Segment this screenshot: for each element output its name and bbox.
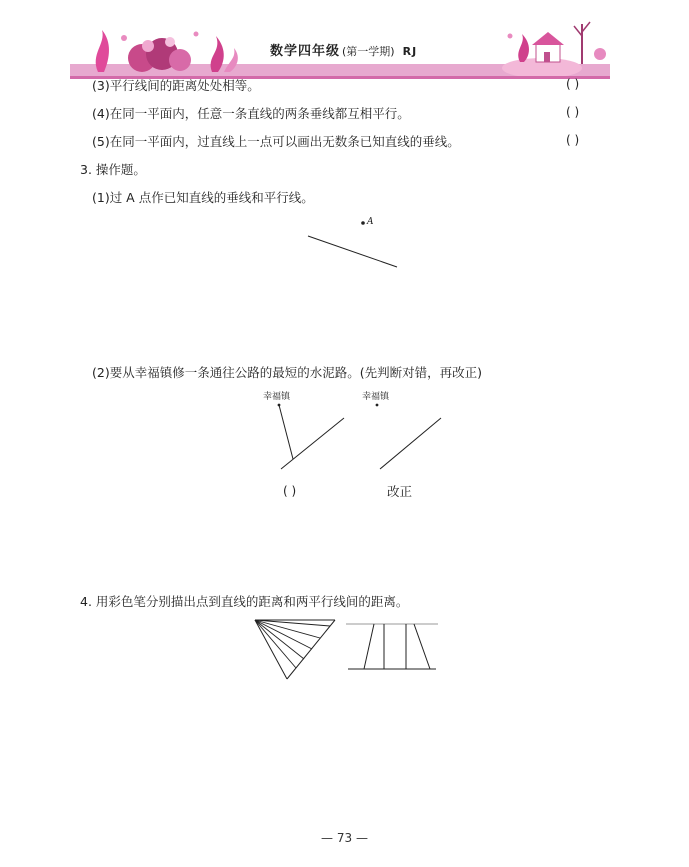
q2-figure-left[interactable] bbox=[262, 398, 352, 474]
q2-figure-right[interactable] bbox=[365, 398, 455, 474]
point-a-label: A bbox=[367, 217, 374, 227]
given-line bbox=[308, 236, 397, 267]
judgement-item-4: (4)在同一平面内，任意一条直线的两条垂线都互相平行。 bbox=[92, 106, 410, 121]
section4-heading: 4. 用彩色笔分别描出点到直线的距离和两平行线间的距离。 bbox=[80, 594, 409, 609]
town-point-right bbox=[376, 404, 379, 407]
town-label-right: 幸福镇 bbox=[362, 392, 390, 402]
triangle-left bbox=[255, 620, 287, 679]
section3-q1-text: (1)过 A 点作已知直线的垂线和平行线。 bbox=[92, 190, 314, 205]
page-number: — 73 — bbox=[321, 831, 368, 845]
house-tree-decoration-icon bbox=[500, 14, 610, 76]
q2-fix-label: 改正 bbox=[387, 484, 413, 499]
judgement-item-3: (3)平行线间的距离处处相等。 bbox=[92, 78, 260, 93]
road-left bbox=[281, 418, 344, 469]
header-subtitle: (第一学期) bbox=[342, 45, 395, 58]
q4-figure-left[interactable] bbox=[250, 616, 340, 682]
point-a bbox=[361, 221, 365, 225]
flower-decoration-icon bbox=[84, 24, 244, 76]
q1-figure[interactable] bbox=[300, 214, 410, 274]
header-title-text: 数学四年级 bbox=[270, 44, 341, 59]
page-header bbox=[70, 14, 610, 80]
judgement-item-5: (5)在同一平面内，过直线上一点可以画出无数条已知直线的垂线。 bbox=[92, 134, 460, 149]
judgement-answer-5[interactable]: ( ) bbox=[566, 133, 580, 147]
path-left bbox=[279, 405, 293, 459]
header-edition: RJ bbox=[402, 45, 418, 58]
road-right bbox=[380, 418, 441, 469]
q2-answer-paren[interactable]: ( ) bbox=[283, 484, 297, 498]
section3-heading: 3. 操作题。 bbox=[80, 162, 146, 177]
q4-figure-right[interactable] bbox=[344, 620, 440, 674]
section3-q2-text: (2)要从幸福镇修一条通往公路的最短的水泥路。(先判断对错，再改正) bbox=[92, 365, 482, 380]
judgement-answer-4[interactable]: ( ) bbox=[566, 105, 580, 119]
judgement-answer-3[interactable]: ( ) bbox=[566, 77, 580, 91]
town-label-left: 幸福镇 bbox=[263, 392, 291, 402]
header-title bbox=[270, 40, 417, 59]
triangle-right bbox=[287, 620, 335, 679]
